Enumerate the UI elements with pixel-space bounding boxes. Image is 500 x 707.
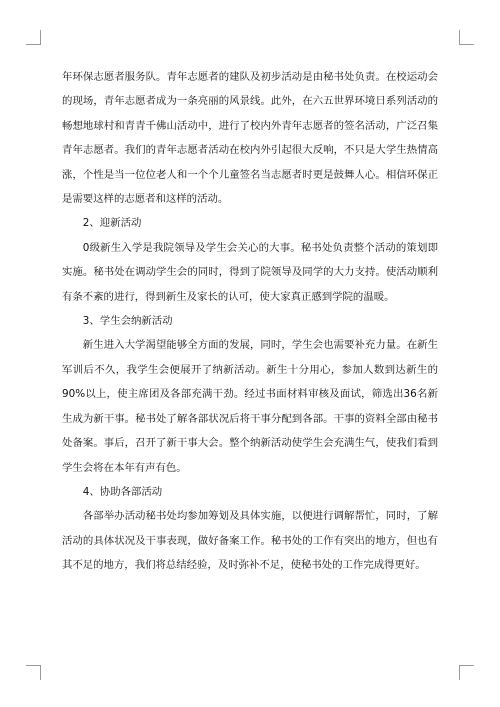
document-body	[62, 65, 438, 578]
corner-mark-top-left	[26, 30, 41, 45]
section-heading-4: 4、协助各部活动	[82, 485, 163, 498]
section-heading-3: 3、学生会纳新活动	[82, 315, 173, 328]
corner-mark-top-right	[459, 30, 474, 45]
section-heading-2: 2、迎新活动	[82, 217, 142, 230]
section-body-3: 新生进入大学渴望能够全方面的发展，同时，学生会也需要补充力量。在新生军训后不久，我学生会便展开了纳新活动。新生十分用心，参加人数到达新生的90%以上，使主席团及各部充满干劲。经过书面材料审核及面试，筛选出36名新生成为新干事。秘书处了解各部状况后将干事分配到各部。干事的资料全部由秘书处备案。事后，召开了新干事大会。整个纳新活动使学生会充满生气，使我们看到学生会将在本年有声有色。	[62, 339, 438, 474]
section-body-4: 各部举办活动秘书处均参加筹划及具体实施，以便进行调解帮忙，同时，了解活动的具体状况及干事表现，做好备案工作。秘书处的工作有突出的地方，但也有其不足的地方，我们将总结经验，及时弥补不足，使秘书处的工作完成得更好。	[62, 510, 438, 572]
section-body-2: 0级新生入学是我院领导及学生会关心的大事。秘书处负责整个活动的策划即实施。秘书处在调动学生会的同时，得到了院领导及同学的大力支持。使活动顺利有条不紊的进行，得到新生及家长的认可，使大家真正感到学院的温暖。	[62, 241, 438, 303]
paragraph-continued: 年环保志愿者服务队。青年志愿者的建队及初步活动是由秘书处负责。在校运动会的现场，青年志愿者成为一条亮丽的风景线。此外，在六五世界环境日系列活动的畅想地球村和青青千佛山活动中，进行了校内外青年志愿者的签名活动，广泛召集青年志愿者。我们的青年志愿者活动在校内外引起很大反响，不只是大学生热情高涨，个性是当一位位老人和一个个儿童签名当志愿者时更是鼓舞人心。相信环保正是需要这样的志愿者和这样的活动。	[62, 71, 438, 206]
corner-mark-bottom-right	[459, 665, 474, 680]
corner-mark-bottom-left	[26, 665, 41, 680]
